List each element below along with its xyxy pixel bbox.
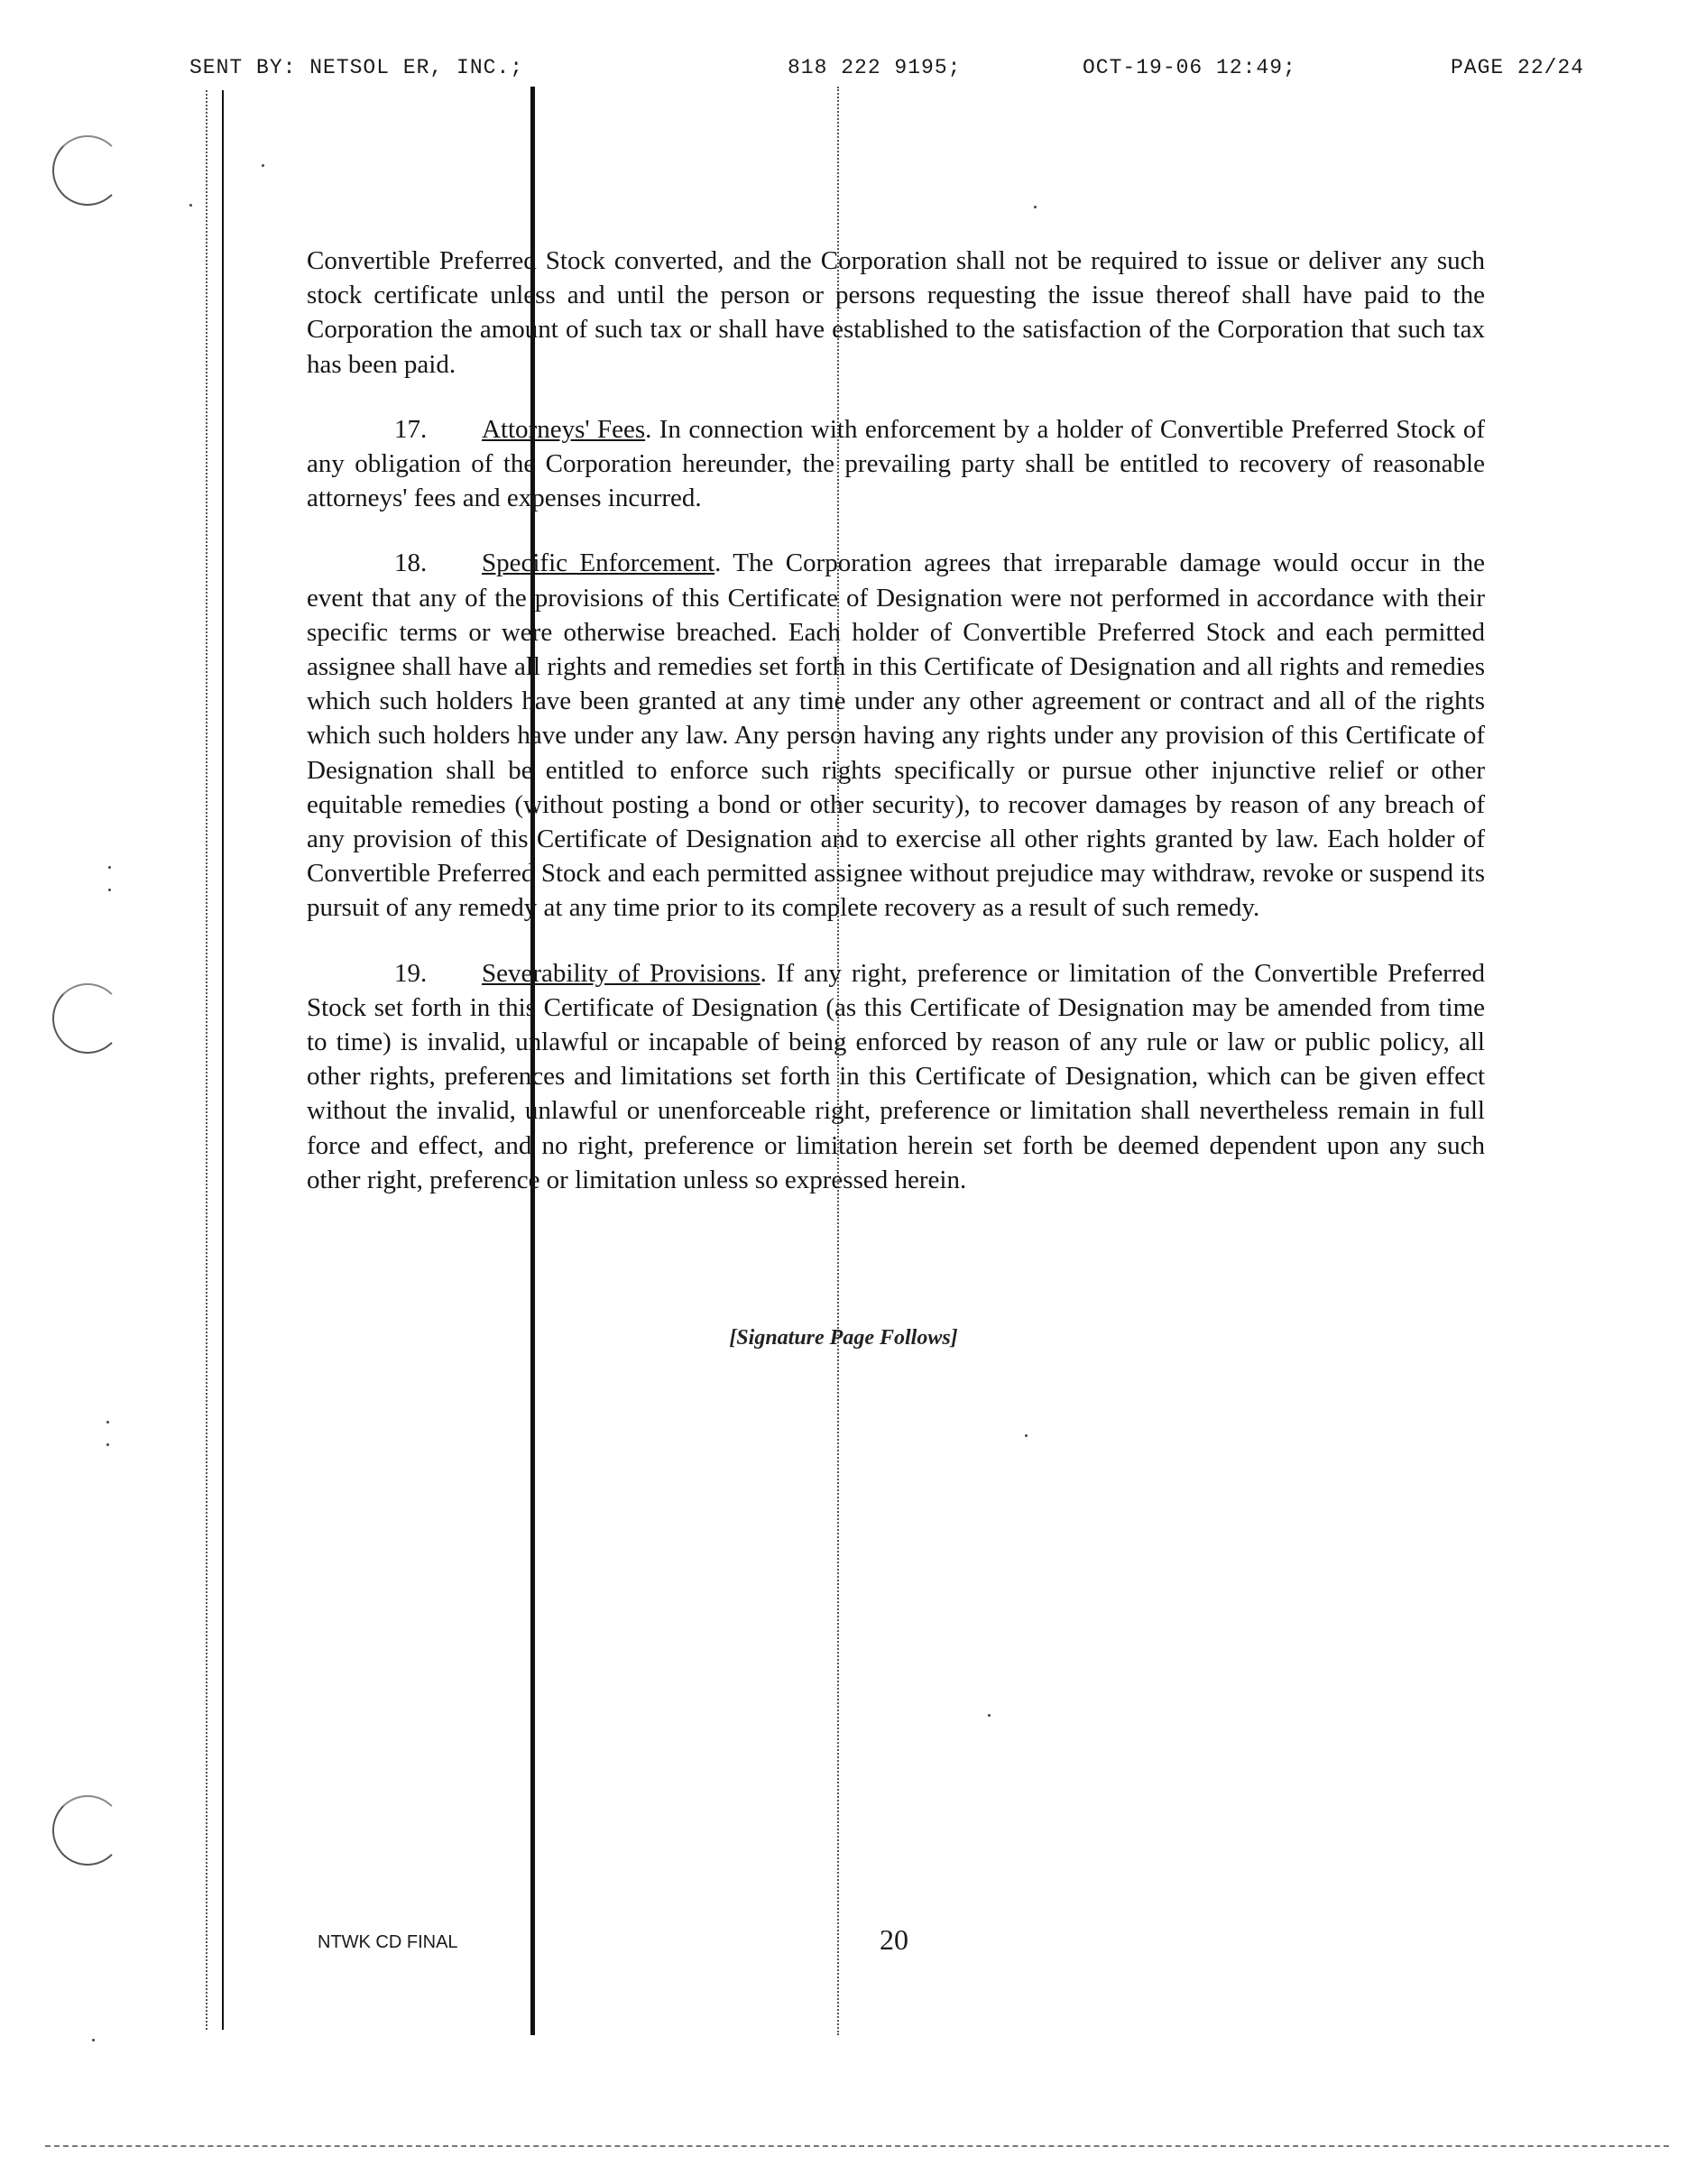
paragraph-text: . In connection with enforcement by a holder of Convertible Preferred Stock of any obligation of the Corporation hereunder, the prevailing party shall be entitled to recovery of reasonable attorneys' fees and expenses incurred. (307, 414, 1485, 513)
paragraph-16-continuation: Convertible Preferred Stock converted, and the Corporation shall not be required to issue or deliver any such stock certificate unless and until the person or persons requesting the issue thereof shall have paid to the Corporation the amount of such tax or shall have established to the satisfaction of the Corporation that such tax has been paid. (307, 246, 1485, 379)
fax-header (0, 56, 1687, 92)
scan-speck (262, 164, 264, 167)
punch-hole-icon (52, 135, 123, 206)
scan-speck (1034, 206, 1037, 208)
scan-edge-line (222, 90, 224, 2030)
paragraph-19 (307, 956, 1485, 1197)
scan-speck (189, 204, 192, 207)
fax-datetime: OCT-19-06 12:49; (1083, 56, 1296, 79)
scan-speck (106, 1443, 109, 1446)
signature-page-note: [Signature Page Follows] (729, 1326, 958, 1350)
paragraph-title: Specific Enforcement (482, 548, 715, 578)
scan-edge-line (206, 90, 207, 2030)
punch-hole-icon (52, 1795, 123, 1866)
punch-hole-icon (52, 983, 123, 1054)
footer-document-id: NTWK CD FINAL (318, 1932, 458, 1952)
fax-page-count: PAGE 22/24 (1451, 56, 1585, 79)
scan-speck (1025, 1434, 1028, 1437)
footer-page-number: 20 (880, 1923, 908, 1956)
document-body (307, 244, 1485, 1228)
paragraph-text: . If any right, preference or limitation of the Convertible Preferred Stock set forth in this Certificate of Designation (as this Certificate of Designation may be amended from time to time) is invalid, unlawful or incapable of being enforced by reason of any rule or law or public policy, all other rights, preferences and limitations set forth in this Certificate of Designation, which can be given effect without the invalid, unlawful or unenforceable right, preference or limitation shall nevertheless remain in full force and effect, and no right, preference or limitation herein set forth be deemed dependent upon any such other right, preference or limitation unless so expressed herein. (307, 958, 1485, 1194)
paragraph-title: Attorneys' Fees (482, 414, 646, 444)
scan-speck (108, 889, 111, 891)
scan-speck (988, 1714, 991, 1717)
scan-speck (92, 2039, 95, 2041)
paragraph-number: 17. (394, 414, 428, 444)
paragraph-number: 18. (394, 548, 428, 578)
paragraph-18 (307, 546, 1485, 925)
scan-bottom-edge (45, 2145, 1669, 2147)
paragraph-text: . The Corporation agrees that irreparable damage would occur in the event that any of the provisions of this Certificate of Designation were not performed in accordance with their specific terms or were otherwise breached. Each holder of Convertible Preferred Stock and each permitted assignee shall have all rights and remedies set forth in this Certificate of Designation and all rights and remedies which such holders have been granted at any time under any other agreement or contract and all of the rights which such holders have under any law. Any person having any rights under any provision of this Certificate of Designation shall be entitled to enforce such rights specifically or pursue other injunctive relief or other equitable remedies (without posting a bond or other security), to recover damages by reason of any breach of any provision of this Certificate of Designation and to exercise all other rights granted by law. Each holder of Convertible Preferred Stock and each permitted assignee without prejudice may withdraw, revoke or suspend its pursuit of any remedy at any time prior to its complete recovery as a result of such remedy. (307, 548, 1485, 923)
paragraph-title: Severability of Provisions (482, 958, 761, 988)
scan-speck (106, 1421, 109, 1424)
fax-phone-number: 818 222 9195; (788, 56, 962, 79)
fax-sender: SENT BY: NETSOL ER, INC.; (189, 56, 524, 79)
paragraph-number: 19. (394, 958, 428, 988)
paragraph-17 (307, 412, 1485, 516)
scan-speck (108, 866, 111, 869)
